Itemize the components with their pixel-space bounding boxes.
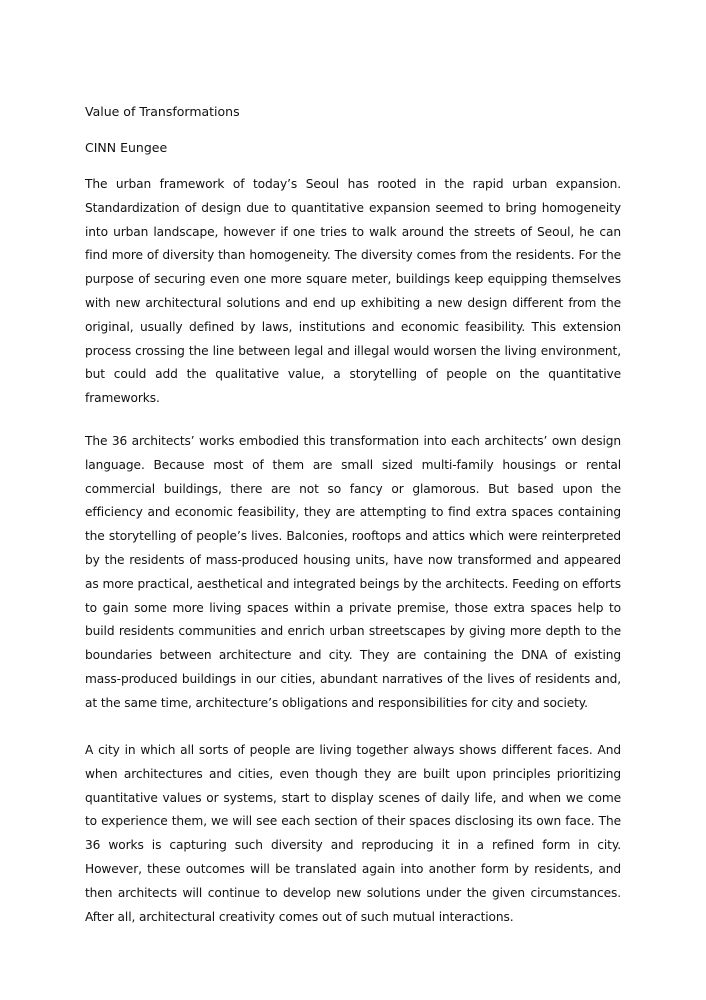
paragraph-1: The urban framework of today’s Seoul has rooted in the rapid urban expansion. Standardization of design due to quantitative expansion seemed to bring homogeneity into urban landscape, however if one tries to walk around the streets of Seoul, he can find more of diversity than homogeneity. The diversity comes from the residents. For the purpose of securing even one more square meter, buildings keep equipping themselves with new architectural solutions and end up exhibiting a new design different from the original, usually defined by laws, institutions and economic feasibility. This extension process crossing the line between legal and illegal would worsen the living environment, but could add the qualitative value, a storytelling of people on the quantitative frameworks. xyxy=(85,177,621,406)
document-title: Value of Transformations xyxy=(85,104,240,119)
paragraph-3: A city in which all sorts of people are living together always shows different faces. And when architectures and cities, even though they are built upon principles prioritizing quantitative values or systems, start to display scenes of daily life, and when we come to experience them, we will see each section of their spaces disclosing its own face. The 36 works is capturing such diversity and reproducing it in a refined form in city. However, these outcomes will be translated again into another form by residents, and then architects will continue to develop new solutions under the given circumstances. After all, architectural creativity comes out of such mutual interactions. xyxy=(85,743,621,924)
document-page xyxy=(85,103,621,924)
document-author: CINN Eungee xyxy=(85,140,168,155)
paragraph-2: The 36 architects’ works embodied this transformation into each architects’ own design language. Because most of them are small sized multi-family housings or rental commercial buildings, there are not so fancy or glamorous. But based upon the efficiency and economic feasibility, they are attempting to find extra spaces containing the storytelling of people’s lives. Balconies, rooftops and attics which were reinterpreted by the residents of mass-produced housing units, have now transformed and appeared as more practical, aesthetical and integrated beings by the architects. Feeding on efforts to gain some more living spaces within a private premise, those extra spaces help to build residents communities and enrich urban streetscapes by giving more depth to the boundaries between architecture and city. They are containing the DNA of existing mass-produced buildings in our cities, abundant narratives of the lives of residents and, at the same time, architecture’s obligations and responsibilities for city and society. xyxy=(85,434,621,710)
